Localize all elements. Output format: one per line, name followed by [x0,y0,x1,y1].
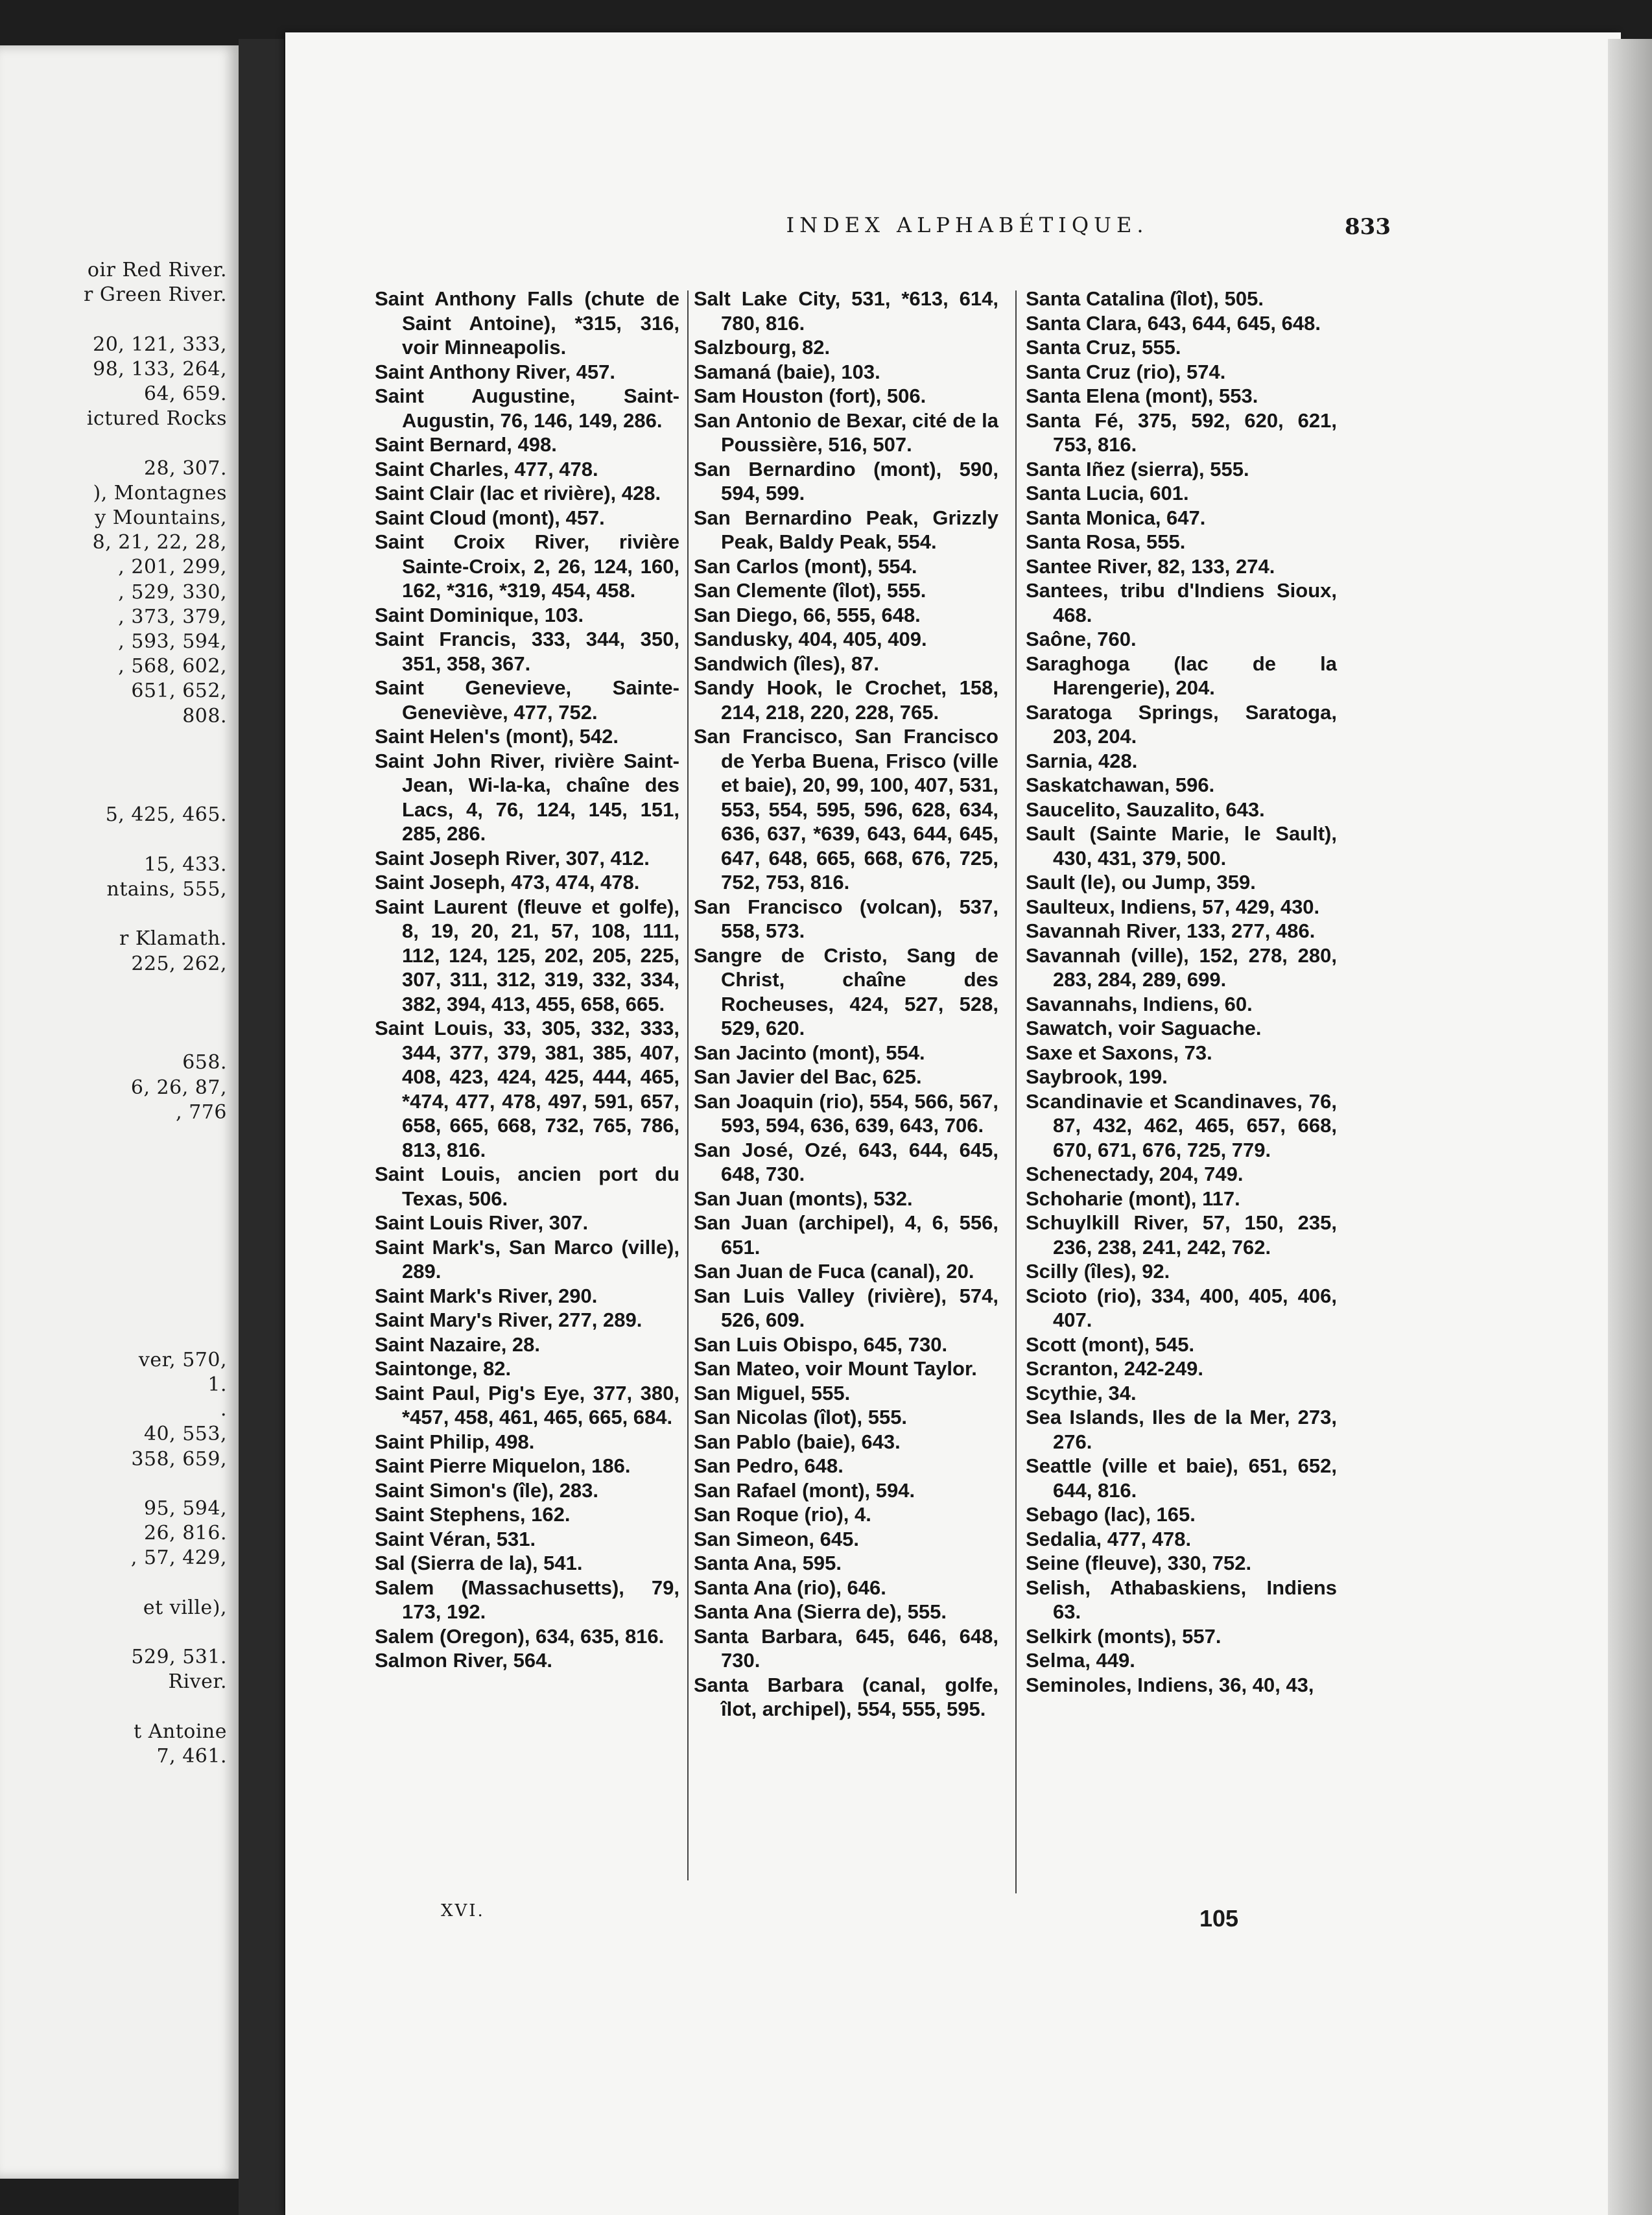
facing-page-line: , 593, 594, [118,630,227,653]
facing-page-line: River. [168,1670,227,1694]
index-entry: Selma, 449. [1026,1649,1135,1672]
index-entry: Santa Cruz, 555. [1026,336,1181,359]
facing-page-line: 5, 425, 465. [105,803,227,827]
index-entry: San Diego, 66, 555, 648. [694,603,921,626]
index-entry: San Nicolas (îlot), 555. [694,1406,908,1428]
facing-page-left [0,45,239,2179]
index-entry: San Pedro, 648. [694,1454,844,1477]
column-rule-1 [687,290,689,1880]
index-column-1 [375,287,679,1673]
facing-page-line: 808. [182,704,227,728]
index-entry: Seine (fleuve), 330, 752. [1026,1552,1252,1574]
index-entry: Saint Croix River, rivière Sainte-Croix, 2, 26, 124, 160, 162, *316, *319, 454, 458. [375,530,679,602]
index-column-2 [694,287,998,1722]
index-entry: Sandusky, 404, 405, 409. [694,628,927,650]
index-entry: Sangre de Cristo, Sang de Christ, chaîne des Rocheuses, 424, 527, 528, 529, 620. [694,943,998,1039]
index-entry: San Bernardino Peak, Grizzly Peak, Baldy Peak, 554. [694,506,998,553]
index-entry: Sandy Hook, le Crochet, 158, 214, 218, 220, 228, 765. [694,676,998,724]
index-entry: San Luis Valley (rivière), 574, 526, 609. [694,1284,998,1331]
index-entry: Saraghoga (lac de la Harengerie), 204. [1026,652,1337,699]
index-entry: Saint Anthony Falls (chute de Saint Antoine), *315, 316, voir Minneapolis. [375,287,679,359]
index-entry: Saint Philip, 498. [375,1430,535,1453]
facing-page-line: 20, 121, 333, [93,333,227,356]
index-entry: Saint Dominique, 103. [375,603,584,626]
index-entry: San Luis Obispo, 645, 730. [694,1333,948,1356]
index-entry: Saint Simon's (île), 283. [375,1478,599,1502]
index-entry: Saucelito, Sauzalito, 643. [1026,798,1265,821]
index-entry: San Rafael (mont), 594. [694,1478,915,1502]
index-entry: Santa Elena (mont), 553. [1026,385,1258,407]
index-entry: Santa Ana, 595. [694,1552,842,1574]
index-entry: Santa Barbara, 645, 646, 648, 730. [694,1624,998,1672]
index-entry: San Simeon, 645. [694,1527,859,1550]
index-entry: San Pablo (baie), 643. [694,1430,901,1453]
facing-page-line: et ville), [143,1596,227,1619]
index-entry: Saint Mary's River, 277, 289. [375,1309,643,1331]
index-entry: Saintonge, 82. [375,1357,512,1380]
facing-page-line: t Antoine [134,1720,227,1743]
index-entry: Saskatchawan, 596. [1026,774,1215,796]
index-entry: San Antonio de Bexar, cité de la Poussière, 516, 507. [694,409,998,456]
index-entry: Selish, Athabaskiens, Indiens 63. [1026,1576,1337,1623]
index-column-3 [1026,287,1337,1697]
facing-page-line: 28, 307. [143,456,227,480]
index-entry: San Jacinto (mont), 554. [694,1041,925,1064]
index-entry: Saint Genevieve, Sainte-Geneviève, 477, 752. [375,676,679,724]
index-entry: Selkirk (monts), 557. [1026,1624,1221,1648]
facing-page-line: 95, 594, [143,1497,227,1520]
index-entry: Santee River, 82, 133, 274. [1026,554,1275,578]
index-entry: Schenectady, 204, 749. [1026,1163,1244,1185]
index-entry: Santa Fé, 375, 592, 620, 621, 753, 816. [1026,409,1337,456]
facing-page-line: 529, 531. [131,1646,227,1669]
facing-page-line: 98, 133, 264, [93,357,227,381]
index-entry: Salem (Massachusetts), 79, 173, 192. [375,1576,679,1623]
index-entry: Saint Augustine, Saint-Augustin, 76, 146, 149, 286. [375,385,679,432]
index-entry: Saint Joseph River, 307, 412. [375,846,650,870]
index-entry: Seattle (ville et baie), 651, 652, 644, 816. [1026,1454,1337,1502]
index-entry: San Juan de Fuca (canal), 20. [694,1260,974,1283]
facing-page-line: 40, 553, [143,1423,227,1446]
facing-page-line: ictured Rocks [86,407,227,431]
facing-page-line: , 57, 429, [130,1546,227,1570]
sheet-number: 105 [1199,1905,1239,1932]
index-entry: San Roque (rio), 4. [694,1503,871,1526]
index-entry: Saint Cloud (mont), 457. [375,506,605,529]
index-entry: San Francisco (volcan), 537, 558, 573. [694,895,998,942]
index-entry: Sault (le), ou Jump, 359. [1026,871,1256,894]
index-entry: Santa Ana (Sierra de), 555. [694,1600,947,1623]
book-gutter [239,39,284,2215]
facing-page-line: ntains, 555, [106,878,227,901]
facing-page-line: 658. [182,1051,227,1074]
index-entry: Saint John River, rivière Saint-Jean, Wi-la-ka, chaîne des Lacs, 4, 76, 124, 145, 151, 285, 286. [375,749,679,845]
index-entry: Saint Clair (lac et rivière), 428. [375,482,661,504]
index-entry: Santa Catalina (îlot), 505. [1026,287,1264,310]
index-entry: Saint Paul, Pig's Eye, 377, 380, *457, 458, 461, 465, 665, 684. [375,1381,679,1428]
index-entry: Saint Laurent (fleuve et golfe), 8, 19, 20, 21, 57, 108, 111, 112, 124, 125, 202, 205, 225, 307, 311, 312, 319, 332, 334, 382, 394, 413, 455, 658, 665. [375,895,679,1015]
index-entry: San Juan (monts), 532. [694,1187,913,1210]
page-edge [1608,39,1652,2215]
index-entry: Sal (Sierra de la), 541. [375,1552,583,1574]
facing-page-line: 15, 433. [143,853,227,876]
facing-page-line: , 568, 602, [118,655,227,678]
column-rule-2 [1015,290,1017,1893]
index-entry: Sawatch, voir Saguache. [1026,1017,1262,1039]
index-entry: Santa Iñez (sierra), 555. [1026,457,1249,480]
facing-page-line: 1. [207,1373,227,1396]
index-entry: Saint Anthony River, 457. [375,360,615,383]
index-entry: San Miguel, 555. [694,1381,851,1404]
index-entry: San Bernardino (mont), 590, 594, 599. [694,457,998,504]
index-entry: Schoharie (mont), 117. [1026,1187,1240,1210]
index-entry: Savannahs, Indiens, 60. [1026,992,1253,1015]
index-entry: Santa Ana (rio), 646. [694,1576,886,1599]
facing-page-line: y Mountains, [95,506,227,529]
index-entry: Sebago (lac), 165. [1026,1503,1196,1526]
index-entry: San Francisco, San Francisco de Yerba Buena, Frisco (ville et baie), 20, 99, 100, 407, 531, 553, 554, 595, 596, 628, 634, 636, 637, *639, 643, 644, 645, 647, 648, 665, 668, 676, 725, 752, 753, 816. [694,725,998,894]
index-entry: San Carlos (mont), 554. [694,554,917,578]
index-entry: Saint Mark's, San Marco (ville), 289. [375,1235,679,1283]
index-entry: Saratoga Springs, Saratoga, 203, 204. [1026,700,1337,748]
index-entry: San Clemente (îlot), 555. [694,579,926,602]
facing-page-line: 651, 652, [131,680,227,703]
index-entry: Saint Francis, 333, 344, 350, 351, 358, 367. [375,628,679,675]
index-entry: Saint Bernard, 498. [375,433,557,456]
index-entry: Saint Stephens, 162. [375,1503,571,1526]
index-entry: San José, Ozé, 643, 644, 645, 648, 730. [694,1138,998,1185]
index-entry: Sam Houston (fort), 506. [694,385,926,407]
index-entry: Saybrook, 199. [1026,1065,1168,1088]
index-entry: Salzbourg, 82. [694,336,831,359]
index-entry: San Joaquin (rio), 554, 566, 567, 593, 594, 636, 639, 643, 706. [694,1089,998,1137]
signature-mark: XVI. [441,1901,485,1921]
index-entry: Santa Clara, 643, 644, 645, 648. [1026,311,1321,335]
facing-page-line: 64, 659. [143,383,227,405]
index-entry: Santa Lucia, 601. [1026,482,1189,504]
index-entry: Sault (Sainte Marie, le Sault), 430, 431, 379, 500. [1026,822,1337,870]
index-entry: Saint Louis, ancien port du Texas, 506. [375,1163,679,1210]
facing-page-line: oir Red River. [87,259,227,281]
facing-page-line: ver, 570, [138,1348,227,1371]
index-page [285,32,1621,2215]
index-entry: Saint Véran, 531. [375,1527,536,1550]
index-entry: San Juan (archipel), 4, 6, 556, 651. [694,1211,998,1259]
index-entry: Salmon River, 564. [375,1649,552,1672]
facing-page-line: 358, 659, [131,1447,227,1471]
index-entry: Scranton, 242-249. [1026,1357,1203,1380]
index-entry: Sarnia, 428. [1026,749,1138,772]
facing-page-line: ), Montagnes [93,481,227,504]
index-entry: Saint Mark's River, 290. [375,1284,598,1307]
index-entry: Saint Joseph, 473, 474, 478. [375,871,640,894]
index-entry: Saint Charles, 477, 478. [375,457,598,480]
page-number: 833 [1345,214,1391,240]
index-entry: San Javier del Bac, 625. [694,1065,922,1088]
running-header: INDEX ALPHABÉTIQUE. [786,213,1149,237]
index-entry: Salem (Oregon), 634, 635, 816. [375,1624,665,1648]
index-entry: Sedalia, 477, 478. [1026,1527,1192,1550]
index-entry: Savannah (ville), 152, 278, 280, 283, 284, 289, 699. [1026,943,1337,991]
index-entry: Saxe et Saxons, 73. [1026,1041,1212,1064]
facing-page-line: , 201, 299, [118,556,227,579]
index-entry: Santa Cruz (rio), 574. [1026,360,1226,383]
index-entry: Sea Islands, Iles de la Mer, 273, 276. [1026,1406,1337,1453]
facing-page-line: 8, 21, 22, 28, [92,531,227,554]
index-entry: Samaná (baie), 103. [694,360,880,383]
index-entry: Saint Louis River, 307. [375,1211,589,1234]
index-entry: Scandinavie et Scandinaves, 76, 87, 432, 462, 465, 657, 668, 670, 671, 676, 725, 779. [1026,1089,1337,1161]
facing-page-line: 225, 262, [131,952,227,975]
index-entry: Savannah River, 133, 277, 486. [1026,919,1316,942]
facing-page-line: r Klamath. [119,927,227,951]
index-entry: Saulteux, Indiens, 57, 429, 430. [1026,895,1320,918]
facing-page-line: 7, 461. [156,1745,227,1768]
index-entry: Santa Monica, 647. [1026,506,1206,529]
index-entry: Seminoles, Indiens, 36, 40, 43, [1026,1673,1314,1696]
index-entry: Saint Louis, 33, 305, 332, 333, 344, 377, 379, 381, 385, 407, 408, 423, 424, 425, 444, 465, *474, 477, 478, 497, 591, 657, 658, 665, 668, 732, 765, 786, 813, 816. [375,1017,679,1161]
facing-page-line: , 776 [176,1100,227,1124]
index-entry: Saint Nazaire, 28. [375,1333,541,1356]
index-entry: Santees, tribu d'Indiens Sioux, 468. [1026,579,1337,626]
index-entry: Scilly (îles), 92. [1026,1260,1170,1283]
index-entry: Saint Helen's (mont), 542. [375,725,619,748]
index-entry: Santa Barbara (canal, golfe, îlot, archipel), 554, 555, 595. [694,1673,998,1720]
index-entry: Schuylkill River, 57, 150, 235, 236, 238, 241, 242, 762. [1026,1211,1337,1259]
index-entry: Salt Lake City, 531, *613, 614, 780, 816. [694,287,998,335]
index-entry: Santa Rosa, 555. [1026,530,1186,553]
index-entry: Scythie, 34. [1026,1381,1137,1404]
facing-page-line: 6, 26, 87, [130,1076,227,1099]
index-entry: Scioto (rio), 334, 400, 405, 406, 407. [1026,1284,1337,1331]
index-entry: San Mateo, voir Mount Taylor. [694,1357,977,1380]
facing-page-line: , 529, 330, [118,580,227,604]
facing-page-line: . [220,1398,227,1421]
facing-page-line: 26, 816. [143,1522,227,1545]
index-entry: Saône, 760. [1026,628,1137,650]
facing-page-line: , 373, 379, [118,605,227,628]
index-entry: Saint Pierre Miquelon, 186. [375,1454,631,1477]
index-entry: Sandwich (îles), 87. [694,652,879,675]
index-entry: Scott (mont), 545. [1026,1333,1195,1356]
facing-page-line: r Green River. [83,283,227,307]
